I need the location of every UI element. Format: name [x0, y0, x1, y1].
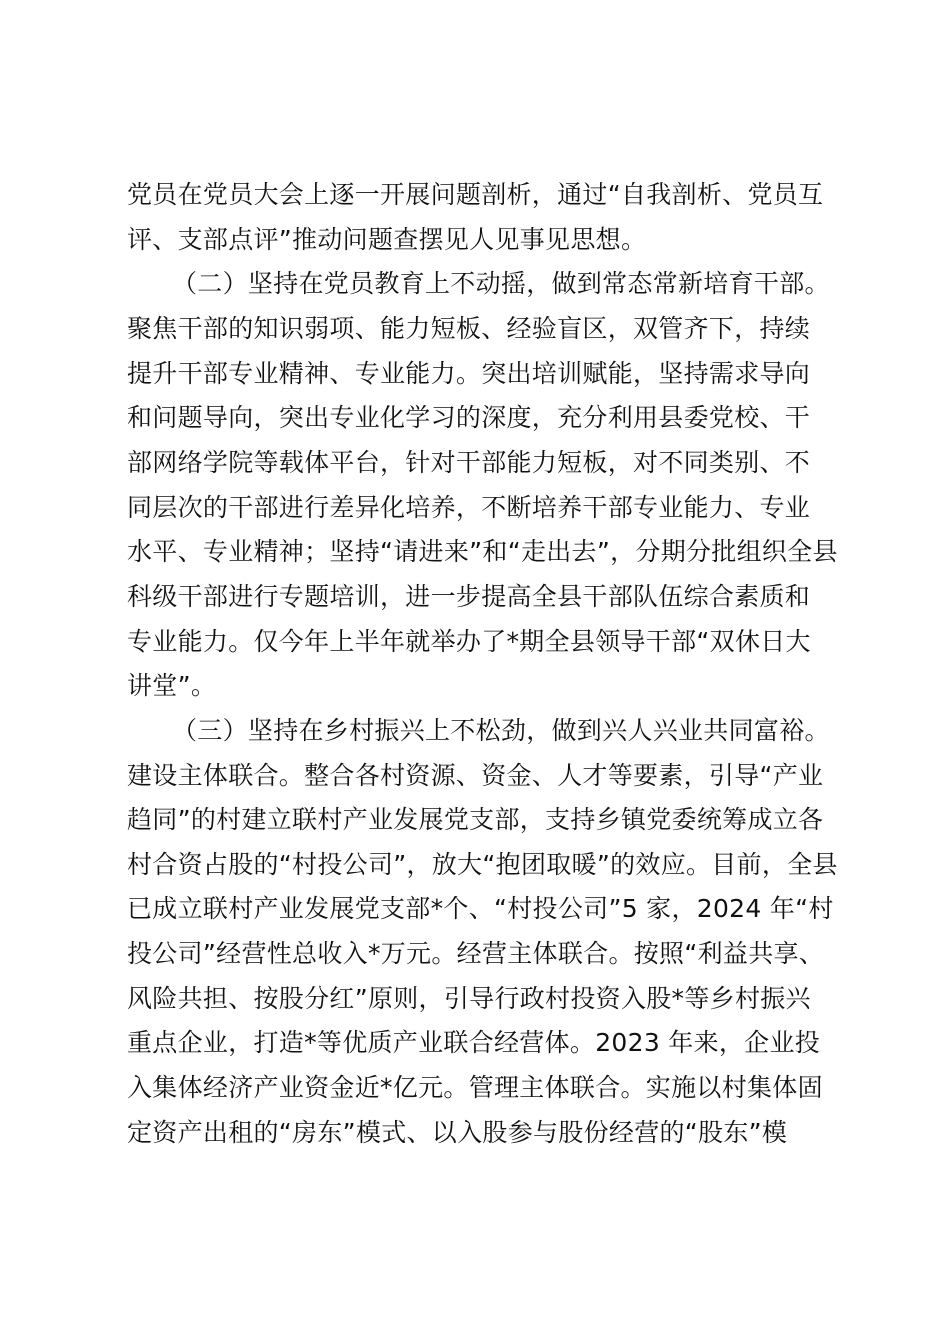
text-line: 同层次的干部进行差异化培养，不断培养干部专业能力、专业 [127, 493, 811, 522]
text-line: 投公司”经营性总收入*万元。经营主体联合。按照“利益共享、 [127, 939, 825, 968]
text-line: 专业能力。仅今年上半年就举办了*期全县领导干部“双休日大 [127, 627, 811, 656]
text-line: 风险共担、按股分红”原则，引导行政村投资入股*等乡村振兴 [127, 984, 811, 1013]
text-line: 讲堂”。 [127, 671, 217, 700]
section-heading: （三）坚持在乡村振兴上不松劲，做到兴人兴业共同富裕。 [172, 716, 830, 745]
text-line: 评、支部点评”推动问题查摆见人见事见思想。 [127, 225, 647, 254]
text-line: 提升干部专业精神、专业能力。突出培训赋能，坚持需求导向 [127, 359, 811, 388]
section-heading: （二）坚持在党员教育上不动摇，做到常态常新培育干部。 [172, 269, 830, 298]
text-line: 聚焦干部的知识弱项、能力短板、经验盲区，双管齐下，持续 [127, 314, 811, 343]
text-line: 水平、专业精神；坚持“请进来”和“走出去”，分期分批组织全县 [127, 537, 838, 566]
text-line: 和问题导向，突出专业化学习的深度，充分利用县委党校、干 [127, 403, 811, 432]
text-line: 部网络学院等载体平台，针对干部能力短板，对不同类别、不 [127, 448, 811, 477]
text-line: 趋同”的村建立联村产业发展党支部，支持乡镇党委统筹成立各 [127, 805, 824, 834]
text-line: 重点企业，打造*等优质产业联合经营体。2023 年来，企业投 [127, 1028, 821, 1057]
text-line: 建设主体联合。整合各村资源、资金、人才等要素，引导“产业 [127, 761, 824, 790]
text-line: 已成立联村产业发展党支部*个、“村投公司”5 家，2024 年“村 [127, 894, 834, 923]
text-line: 党员在党员大会上逐一开展问题剖析，通过“自我剖析、党员互 [127, 180, 824, 209]
text-line: 定资产出租的“房东”模式、以入股参与股份经营的“股东”模 [127, 1118, 788, 1147]
text-line: 科级干部进行专题培训，进一步提高全县干部队伍综合素质和 [127, 582, 811, 611]
text-line: 入集体经济产业资金近*亿元。管理主体联合。实施以村集体固 [127, 1073, 823, 1102]
text-line: 村合资占股的“村投公司”，放大“抱团取暖”的效应。目前，全县 [127, 850, 838, 879]
